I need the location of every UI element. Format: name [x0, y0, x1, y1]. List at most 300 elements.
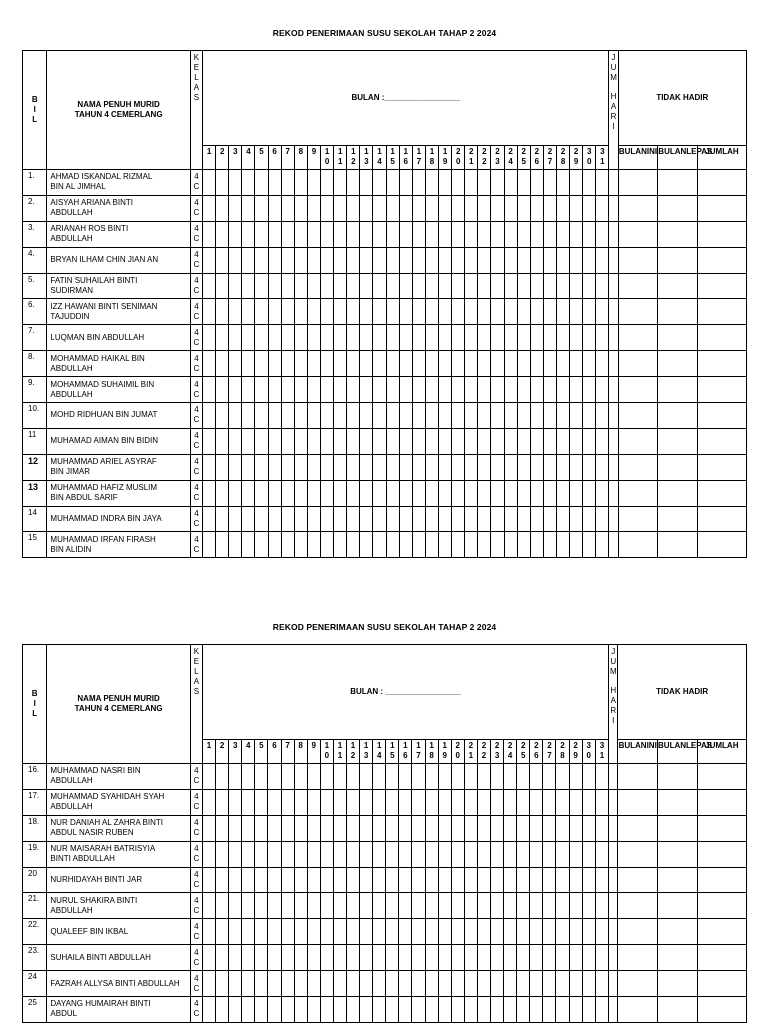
jumlah-cell — [697, 403, 746, 429]
day-digit: 4 — [246, 147, 251, 156]
kelas-cell — [190, 532, 202, 558]
day-cell — [517, 195, 530, 221]
day-cell — [452, 170, 465, 196]
day-cell — [373, 789, 386, 815]
table-row — [23, 945, 747, 971]
kelas-char: 4 — [194, 766, 199, 776]
day-cell — [294, 789, 307, 815]
day-digit: 2 — [534, 741, 539, 750]
stack-char: L — [194, 667, 199, 676]
name-line: ABDULLAH — [50, 776, 93, 786]
day-cell — [281, 789, 294, 815]
day-cell — [451, 815, 464, 841]
bulan-lepas-cell — [658, 815, 698, 841]
day-cell — [386, 377, 399, 403]
day-cell — [517, 428, 530, 454]
day-cell — [491, 325, 504, 351]
day-cell — [464, 764, 477, 790]
day-cell — [242, 789, 255, 815]
day-digit: 1 — [469, 157, 474, 166]
name-line: MUHAMAD AIMAN BIN BIDIN — [50, 436, 158, 446]
day-cell — [242, 170, 255, 196]
day-cell — [582, 893, 595, 919]
row-number: 14 — [23, 506, 47, 532]
day-cell — [373, 195, 386, 221]
day-cell — [478, 247, 491, 273]
day-cell — [242, 919, 255, 945]
bulan-lepas-cell — [658, 841, 698, 867]
day-cell — [556, 789, 569, 815]
day-cell — [229, 945, 242, 971]
day-cell — [203, 195, 216, 221]
day-cell — [360, 841, 373, 867]
day-header-20 — [451, 740, 464, 764]
day-cell — [399, 789, 412, 815]
row-number: 11 — [23, 428, 47, 454]
day-cell — [320, 997, 333, 1023]
bulan-ini-cell — [618, 325, 658, 351]
day-cell — [268, 919, 281, 945]
bil-header — [23, 645, 47, 764]
student-name — [47, 351, 190, 377]
day-cell — [477, 971, 490, 997]
student-name — [47, 299, 190, 325]
day-digit: 1 — [376, 741, 382, 750]
day-cell — [491, 867, 504, 893]
day-cell — [255, 971, 268, 997]
day-digit: 2 — [547, 741, 552, 750]
name-line: MUHAMMAD HAFIZ MUSLIM — [50, 483, 158, 493]
day-cell — [216, 195, 229, 221]
day-cell — [255, 351, 268, 377]
day-cell — [439, 351, 452, 377]
day-header-25 — [517, 740, 530, 764]
stack-char: K — [193, 53, 200, 62]
day-cell — [307, 403, 320, 429]
day-digit: 8 — [298, 147, 304, 156]
day-header-29 — [570, 146, 583, 170]
bulan-ini-cell — [618, 919, 658, 945]
day-cell — [399, 273, 412, 299]
row-number: 17. — [23, 789, 47, 815]
day-cell — [556, 299, 569, 325]
bulan-ini-cell — [618, 506, 658, 532]
day-cell — [294, 480, 307, 506]
day-cell — [268, 273, 281, 299]
day-cell — [425, 789, 438, 815]
day-cell — [203, 273, 216, 299]
day-cell — [517, 841, 530, 867]
day-header-11 — [333, 740, 346, 764]
day-cell — [347, 221, 360, 247]
day-cell — [530, 815, 543, 841]
day-cell — [255, 841, 268, 867]
day-cell — [478, 506, 491, 532]
day-cell — [242, 428, 255, 454]
day-cell — [465, 273, 478, 299]
day-cell — [595, 867, 608, 893]
day-cell — [569, 945, 582, 971]
day-cell — [321, 506, 334, 532]
day-cell — [425, 841, 438, 867]
kelas-cell — [190, 273, 202, 299]
day-cell — [216, 764, 229, 790]
day-cell — [386, 221, 399, 247]
table-row — [23, 170, 747, 196]
day-digit: 1 — [324, 147, 330, 156]
day-cell — [596, 247, 609, 273]
day-cell — [465, 299, 478, 325]
day-cell — [255, 867, 268, 893]
day-digit: 2 — [560, 147, 566, 156]
day-cell — [399, 195, 412, 221]
day-cell — [543, 299, 556, 325]
day-cell — [347, 195, 360, 221]
day-header-23 — [491, 740, 504, 764]
kelas-header — [190, 645, 202, 764]
student-name — [47, 815, 190, 841]
name-line: TAJUDDIN — [50, 311, 90, 321]
day-cell — [321, 299, 334, 325]
row-number: 25 — [23, 997, 47, 1023]
name-line: NUR DANIAH AL ZAHRA BINTI — [50, 818, 164, 828]
table-row — [23, 867, 747, 893]
day-cell — [334, 403, 347, 429]
kelas-char: C — [193, 467, 200, 477]
day-digit: 8 — [560, 157, 566, 166]
day-header-27 — [543, 146, 556, 170]
day-digit: 1 — [429, 741, 434, 750]
day-cell — [360, 299, 373, 325]
name-line: BRYAN ILHAM CHIN JIAN AN — [50, 255, 159, 265]
day-cell — [321, 170, 334, 196]
kelas-char: C — [193, 880, 200, 889]
day-cell — [530, 351, 543, 377]
bulan-lepas-cell — [658, 919, 698, 945]
day-cell — [333, 815, 346, 841]
day-header-8 — [294, 146, 307, 170]
day-cell — [465, 506, 478, 532]
day-cell — [255, 789, 268, 815]
day-cell — [543, 325, 556, 351]
day-cell — [229, 815, 242, 841]
name-line: SUHAILA BINTI ABDULLAH — [50, 952, 151, 962]
day-digit: 2 — [482, 157, 487, 166]
stack-char — [609, 677, 617, 686]
day-cell — [543, 273, 556, 299]
table-row — [23, 454, 747, 480]
day-cell — [229, 273, 242, 299]
day-cell — [504, 789, 517, 815]
day-cell — [504, 403, 517, 429]
day-cell — [491, 351, 504, 377]
day-digit: 2 — [351, 157, 356, 166]
day-digit: 1 — [429, 147, 435, 156]
day-cell — [229, 764, 242, 790]
day-cell — [216, 170, 229, 196]
day-cell — [229, 403, 242, 429]
day-header-29 — [569, 740, 582, 764]
day-cell — [360, 325, 373, 351]
day-cell — [570, 532, 583, 558]
bulan-lepas-cell — [658, 377, 698, 403]
day-cell — [504, 867, 517, 893]
bulan-ini-cell — [618, 815, 658, 841]
day-header-13 — [360, 146, 373, 170]
day-cell — [595, 841, 608, 867]
kelas-char: C — [193, 286, 200, 295]
kelas-char: 4 — [194, 999, 199, 1009]
stack-char: H — [610, 686, 617, 696]
day-cell — [307, 480, 320, 506]
day-cell — [347, 247, 360, 273]
day-cell — [439, 454, 452, 480]
day-digit: 2 — [508, 147, 513, 156]
day-cell — [451, 841, 464, 867]
bil-header — [23, 51, 47, 170]
day-cell — [202, 971, 215, 997]
table-row — [23, 841, 747, 867]
tidak-hadir-header: TIDAK HADIR — [618, 51, 746, 146]
student-name — [47, 221, 190, 247]
name-line: MUHAMMAD ARIEL ASYRAF — [50, 457, 157, 467]
jumlah-header: JUMLAH — [697, 740, 746, 764]
day-cell — [452, 403, 465, 429]
day-cell — [255, 480, 268, 506]
day-cell — [203, 247, 216, 273]
day-cell — [321, 247, 334, 273]
day-cell — [242, 893, 255, 919]
day-cell — [216, 841, 229, 867]
student-name — [47, 764, 190, 790]
day-cell — [268, 841, 281, 867]
day-cell — [360, 221, 373, 247]
day-header-25 — [517, 146, 530, 170]
kelas-cell — [190, 764, 202, 790]
day-cell — [465, 428, 478, 454]
day-cell — [412, 454, 425, 480]
kelas-char: 4 — [194, 198, 199, 208]
day-cell — [216, 480, 229, 506]
day-cell — [268, 971, 281, 997]
day-cell — [202, 867, 215, 893]
day-cell — [530, 221, 543, 247]
day-cell — [451, 789, 464, 815]
day-cell — [255, 170, 268, 196]
day-header-6 — [268, 146, 281, 170]
stack-char: LEPAS — [686, 147, 713, 156]
table-row — [23, 325, 747, 351]
day-cell — [556, 377, 569, 403]
day-cell — [517, 454, 530, 480]
kelas-cell — [190, 170, 202, 196]
day-cell — [386, 299, 399, 325]
day-cell — [530, 893, 543, 919]
day-cell — [582, 841, 595, 867]
kelas-char: C — [193, 544, 200, 554]
day-cell — [386, 351, 399, 377]
day-cell — [596, 428, 609, 454]
day-digit: 2 — [521, 741, 526, 750]
day-cell — [333, 867, 346, 893]
bulan-ini-cell — [618, 377, 658, 403]
kelas-char: C — [193, 828, 200, 838]
jum-hari-cell — [609, 299, 618, 325]
day-cell — [216, 428, 229, 454]
day-cell — [203, 428, 216, 454]
day-cell — [386, 893, 399, 919]
day-cell — [425, 351, 438, 377]
name-line: BIN AL JIMHAL — [50, 182, 106, 192]
day-cell — [333, 997, 346, 1023]
day-cell — [583, 480, 596, 506]
day-cell — [530, 247, 543, 273]
day-cell — [294, 377, 307, 403]
day-cell — [425, 532, 438, 558]
day-cell — [569, 789, 582, 815]
day-digit: 2 — [547, 147, 553, 156]
row-number: 1. — [23, 170, 47, 196]
day-cell — [517, 945, 530, 971]
day-cell — [202, 919, 215, 945]
day-cell — [307, 351, 320, 377]
day-cell — [202, 997, 215, 1023]
day-cell — [439, 428, 452, 454]
bulan-ini-cell — [618, 893, 658, 919]
bulan-ini-cell — [618, 945, 658, 971]
day-digit: 6 — [534, 751, 539, 760]
day-cell — [543, 170, 556, 196]
day-cell — [569, 764, 582, 790]
stack-char: A — [193, 677, 200, 686]
day-cell — [373, 428, 386, 454]
bulan-ini-cell — [618, 273, 658, 299]
name-line: FATIN SUHAILAH BINTI — [50, 276, 138, 285]
row-number: 7. — [23, 325, 47, 351]
day-cell — [556, 247, 569, 273]
day-cell — [399, 997, 412, 1023]
kelas-cell — [190, 299, 202, 325]
day-cell — [294, 867, 307, 893]
kelas-char: 4 — [194, 818, 199, 828]
sheet-title: REKOD PENERIMAAN SUSU SEKOLAH TAHAP 2 2024 — [272, 28, 497, 38]
day-cell — [556, 403, 569, 429]
bulan-lepas-cell — [658, 789, 698, 815]
day-cell — [491, 170, 504, 196]
day-cell — [556, 532, 569, 558]
day-cell — [386, 532, 399, 558]
day-cell — [281, 325, 294, 351]
kelas-char: C — [193, 854, 200, 864]
bulan-lepas-cell — [658, 428, 698, 454]
bulan-ini-cell — [618, 841, 658, 867]
day-cell — [202, 945, 215, 971]
day-cell — [307, 893, 320, 919]
day-cell — [425, 815, 438, 841]
jum-hari-cell — [609, 428, 618, 454]
day-cell — [491, 428, 504, 454]
day-cell — [281, 273, 294, 299]
day-cell — [477, 945, 490, 971]
day-cell — [412, 764, 425, 790]
bulan-ini-cell — [618, 789, 658, 815]
row-number: 8. — [23, 351, 47, 377]
day-cell — [294, 247, 307, 273]
day-cell — [491, 919, 504, 945]
jumlah-cell — [697, 377, 746, 403]
stack-char: E — [193, 63, 200, 72]
day-cell — [333, 764, 346, 790]
day-cell — [268, 299, 281, 325]
day-digit: 2 — [534, 147, 540, 156]
kelas-char: C — [193, 363, 200, 373]
day-cell — [281, 997, 294, 1023]
kelas-cell — [190, 195, 202, 221]
day-cell — [570, 506, 583, 532]
day-cell — [504, 299, 517, 325]
day-cell — [583, 221, 596, 247]
day-digit: 2 — [482, 147, 487, 156]
day-cell — [491, 945, 504, 971]
day-header-28 — [556, 740, 569, 764]
day-cell — [556, 971, 569, 997]
kelas-cell — [190, 506, 202, 532]
day-cell — [255, 815, 268, 841]
day-header-18 — [425, 146, 438, 170]
table-row — [23, 480, 747, 506]
day-cell — [229, 893, 242, 919]
day-cell — [412, 273, 425, 299]
day-cell — [229, 170, 242, 196]
day-cell — [216, 454, 229, 480]
day-cell — [439, 532, 452, 558]
day-cell — [307, 325, 320, 351]
bulan-ini-header — [618, 740, 658, 764]
day-cell — [596, 195, 609, 221]
day-cell — [452, 195, 465, 221]
day-digit: 1 — [364, 147, 369, 156]
day-cell — [478, 221, 491, 247]
day-cell — [373, 170, 386, 196]
day-cell — [373, 325, 386, 351]
day-cell — [346, 893, 359, 919]
student-name — [47, 325, 190, 351]
day-cell — [569, 919, 582, 945]
day-digit: 4 — [377, 157, 382, 166]
day-cell — [229, 919, 242, 945]
day-cell — [268, 506, 281, 532]
kelas-char: 4 — [194, 431, 199, 441]
bulan-ini-cell — [618, 170, 658, 196]
day-cell — [412, 532, 425, 558]
day-cell — [307, 997, 320, 1023]
student-name — [47, 454, 190, 480]
day-cell — [530, 532, 543, 558]
name-line: ABDULLAH — [50, 905, 93, 915]
row-number: 9. — [23, 377, 47, 403]
day-cell — [478, 273, 491, 299]
day-cell — [504, 480, 517, 506]
kelas-char: C — [193, 260, 200, 270]
jum-hari-cell — [609, 841, 618, 867]
bulan-lepas-header — [658, 146, 713, 170]
day-cell — [438, 997, 451, 1023]
day-cell — [582, 997, 595, 1023]
day-cell — [412, 377, 425, 403]
day-cell — [478, 195, 491, 221]
stack-char: J — [611, 647, 616, 656]
student-name — [47, 403, 190, 429]
